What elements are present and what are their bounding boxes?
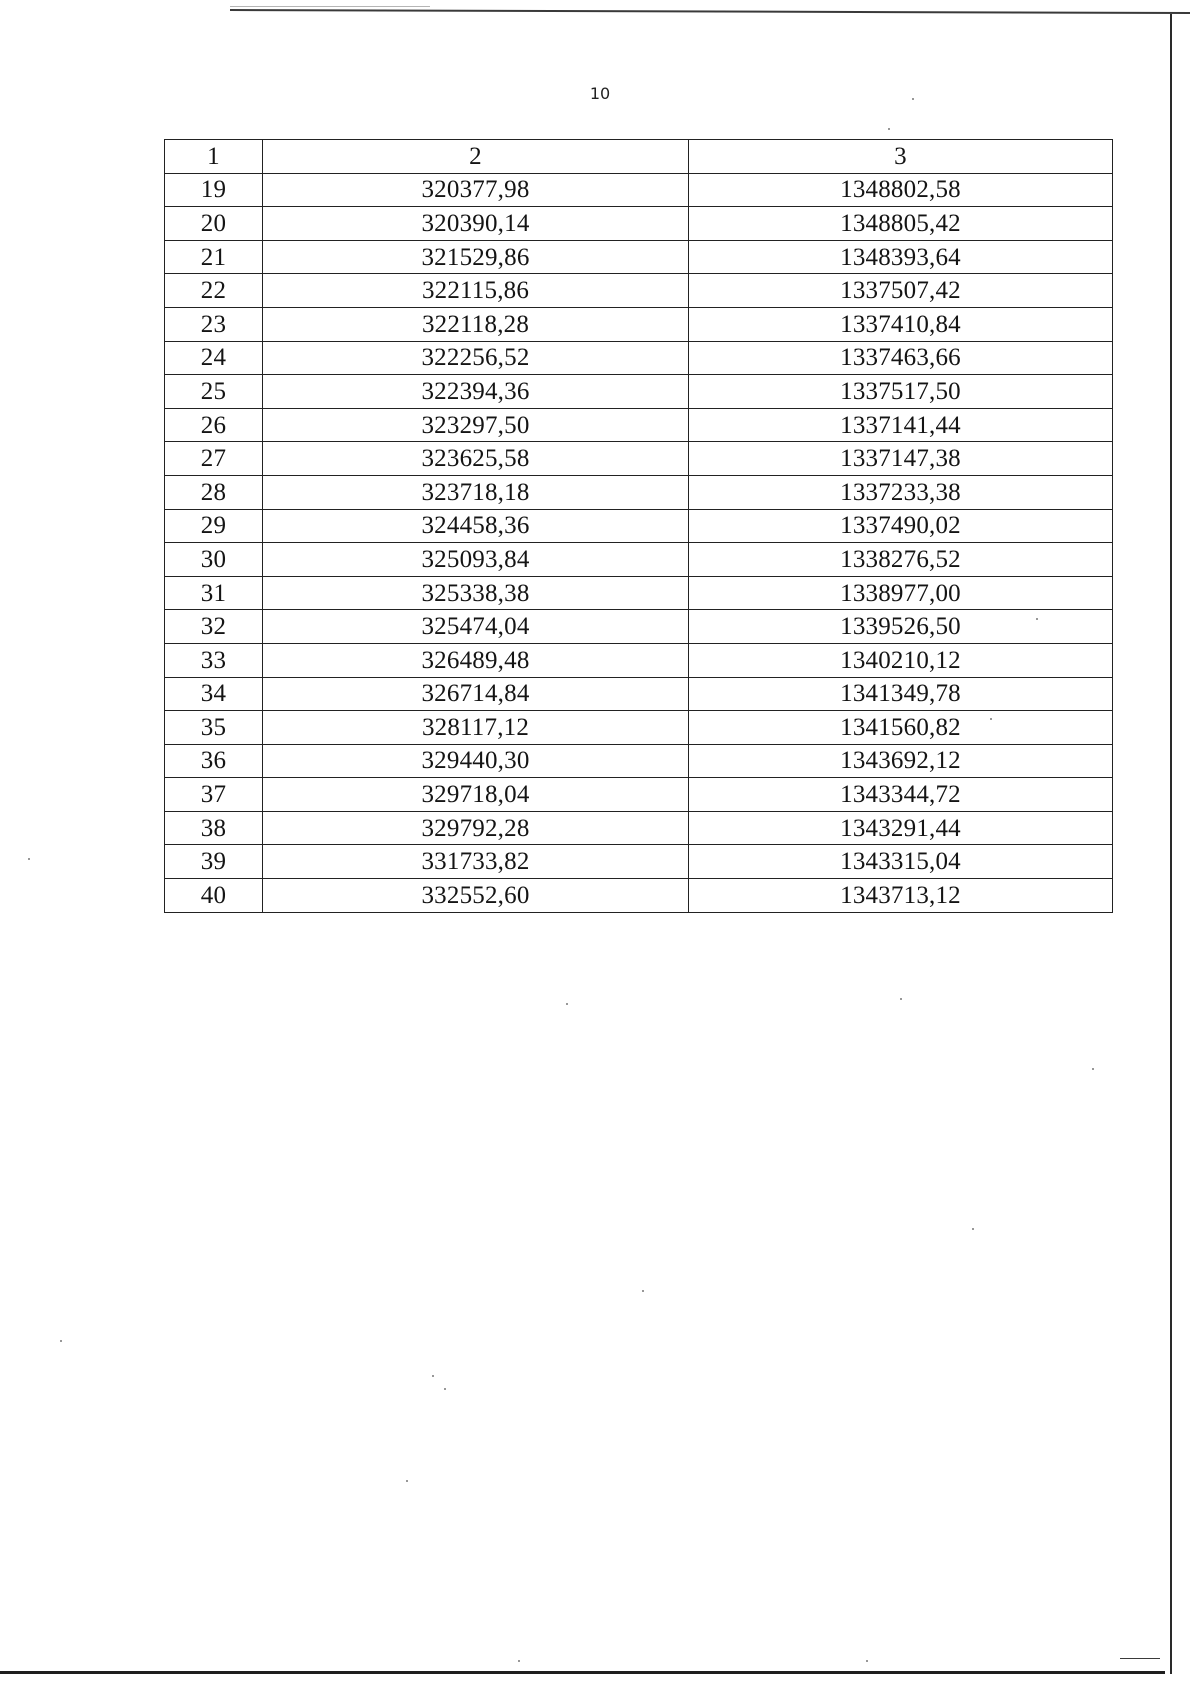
speck	[642, 1290, 644, 1292]
table-row	[165, 442, 1113, 476]
coordinate-x-cell: 322394,36	[263, 375, 689, 409]
table-row	[165, 543, 1113, 577]
point-number-cell: 21	[165, 240, 263, 274]
speck	[972, 1228, 974, 1230]
column-header-2: 2	[263, 140, 689, 174]
coordinate-x-cell: 320390,14	[263, 207, 689, 241]
table-row	[165, 845, 1113, 879]
point-number-cell: 20	[165, 207, 263, 241]
table-row	[165, 341, 1113, 375]
coordinate-x-cell: 326714,84	[263, 677, 689, 711]
table-row	[165, 879, 1113, 913]
point-number-cell: 22	[165, 274, 263, 308]
coordinate-x-cell: 323625,58	[263, 442, 689, 476]
table-row	[165, 274, 1113, 308]
coordinate-y-cell: 1337507,42	[689, 274, 1113, 308]
coordinate-x-cell: 325093,84	[263, 543, 689, 577]
coordinates-table	[164, 139, 1113, 913]
coordinate-y-cell: 1348393,64	[689, 240, 1113, 274]
coordinate-x-cell: 322256,52	[263, 341, 689, 375]
table-row	[165, 408, 1113, 442]
speck	[866, 1660, 868, 1662]
coordinate-y-cell: 1337147,38	[689, 442, 1113, 476]
point-number-cell: 30	[165, 543, 263, 577]
coordinate-x-cell: 332552,60	[263, 879, 689, 913]
point-number-cell: 37	[165, 778, 263, 812]
point-number-cell: 25	[165, 375, 263, 409]
speck	[518, 1660, 520, 1662]
coordinate-x-cell: 329440,30	[263, 744, 689, 778]
coordinate-y-cell: 1348802,58	[689, 173, 1113, 207]
coordinate-y-cell: 1343291,44	[689, 811, 1113, 845]
coordinate-y-cell: 1338977,00	[689, 576, 1113, 610]
point-number-cell: 29	[165, 509, 263, 543]
speck	[912, 98, 914, 100]
table-row	[165, 643, 1113, 677]
coordinate-y-cell: 1337517,50	[689, 375, 1113, 409]
coordinate-x-cell: 328117,12	[263, 711, 689, 745]
coordinate-y-cell: 1337490,02	[689, 509, 1113, 543]
speck	[28, 858, 30, 860]
speck	[990, 718, 992, 720]
speck	[900, 998, 902, 1000]
coordinate-x-cell: 320377,98	[263, 173, 689, 207]
table-row	[165, 475, 1113, 509]
coordinate-x-cell: 325338,38	[263, 576, 689, 610]
point-number-cell: 24	[165, 341, 263, 375]
coordinate-y-cell: 1340210,12	[689, 643, 1113, 677]
point-number-cell: 36	[165, 744, 263, 778]
table-row	[165, 744, 1113, 778]
table-body	[165, 173, 1113, 912]
coordinate-y-cell: 1337463,66	[689, 341, 1113, 375]
scan-edge-top-faint	[230, 6, 430, 7]
page-number: 10	[589, 84, 611, 103]
speck	[1036, 618, 1038, 620]
coordinate-y-cell: 1341560,82	[689, 711, 1113, 745]
column-header-1: 1	[165, 140, 263, 174]
point-number-cell: 31	[165, 576, 263, 610]
point-number-cell: 40	[165, 879, 263, 913]
point-number-cell: 23	[165, 307, 263, 341]
point-number-cell: 19	[165, 173, 263, 207]
speck	[444, 1388, 446, 1390]
table-row	[165, 677, 1113, 711]
table-row	[165, 240, 1113, 274]
table-row	[165, 375, 1113, 409]
coordinate-x-cell: 329718,04	[263, 778, 689, 812]
coordinate-y-cell: 1338276,52	[689, 543, 1113, 577]
coordinate-x-cell: 324458,36	[263, 509, 689, 543]
coordinate-x-cell: 323297,50	[263, 408, 689, 442]
table-row	[165, 207, 1113, 241]
table-row	[165, 173, 1113, 207]
coordinate-x-cell: 321529,86	[263, 240, 689, 274]
header-row	[165, 140, 1113, 174]
coordinate-x-cell: 322118,28	[263, 307, 689, 341]
table-row	[165, 509, 1113, 543]
point-number-cell: 28	[165, 475, 263, 509]
point-number-cell: 26	[165, 408, 263, 442]
table-header	[165, 140, 1113, 174]
point-number-cell: 27	[165, 442, 263, 476]
speck	[566, 1003, 568, 1005]
point-number-cell: 38	[165, 811, 263, 845]
scan-edge-top	[230, 9, 1190, 14]
point-number-cell: 34	[165, 677, 263, 711]
coordinate-y-cell: 1343315,04	[689, 845, 1113, 879]
coordinate-y-cell: 1337233,38	[689, 475, 1113, 509]
scan-edge-bottom-mark	[1120, 1658, 1160, 1659]
speck	[888, 128, 890, 130]
point-number-cell: 33	[165, 643, 263, 677]
table-row	[165, 576, 1113, 610]
coordinate-y-cell: 1337141,44	[689, 408, 1113, 442]
speck	[1092, 1068, 1094, 1070]
speck	[406, 1480, 408, 1482]
scan-edge-right	[1170, 14, 1172, 1674]
speck	[60, 1340, 62, 1342]
coordinate-x-cell: 329792,28	[263, 811, 689, 845]
coordinate-y-cell: 1339526,50	[689, 610, 1113, 644]
scan-edge-bottom	[0, 1671, 1165, 1674]
table-row	[165, 811, 1113, 845]
table-row	[165, 711, 1113, 745]
point-number-cell: 35	[165, 711, 263, 745]
coordinate-x-cell: 331733,82	[263, 845, 689, 879]
table-row	[165, 778, 1113, 812]
point-number-cell: 39	[165, 845, 263, 879]
point-number-cell: 32	[165, 610, 263, 644]
coordinate-y-cell: 1337410,84	[689, 307, 1113, 341]
coordinate-y-cell: 1341349,78	[689, 677, 1113, 711]
coordinate-x-cell: 325474,04	[263, 610, 689, 644]
coordinate-y-cell: 1348805,42	[689, 207, 1113, 241]
coordinate-x-cell: 322115,86	[263, 274, 689, 308]
coordinate-x-cell: 326489,48	[263, 643, 689, 677]
table-row	[165, 307, 1113, 341]
speck	[432, 1375, 434, 1377]
coordinate-y-cell: 1343692,12	[689, 744, 1113, 778]
column-header-3: 3	[689, 140, 1113, 174]
table-row	[165, 610, 1113, 644]
coordinate-y-cell: 1343344,72	[689, 778, 1113, 812]
coordinate-x-cell: 323718,18	[263, 475, 689, 509]
coordinate-y-cell: 1343713,12	[689, 879, 1113, 913]
